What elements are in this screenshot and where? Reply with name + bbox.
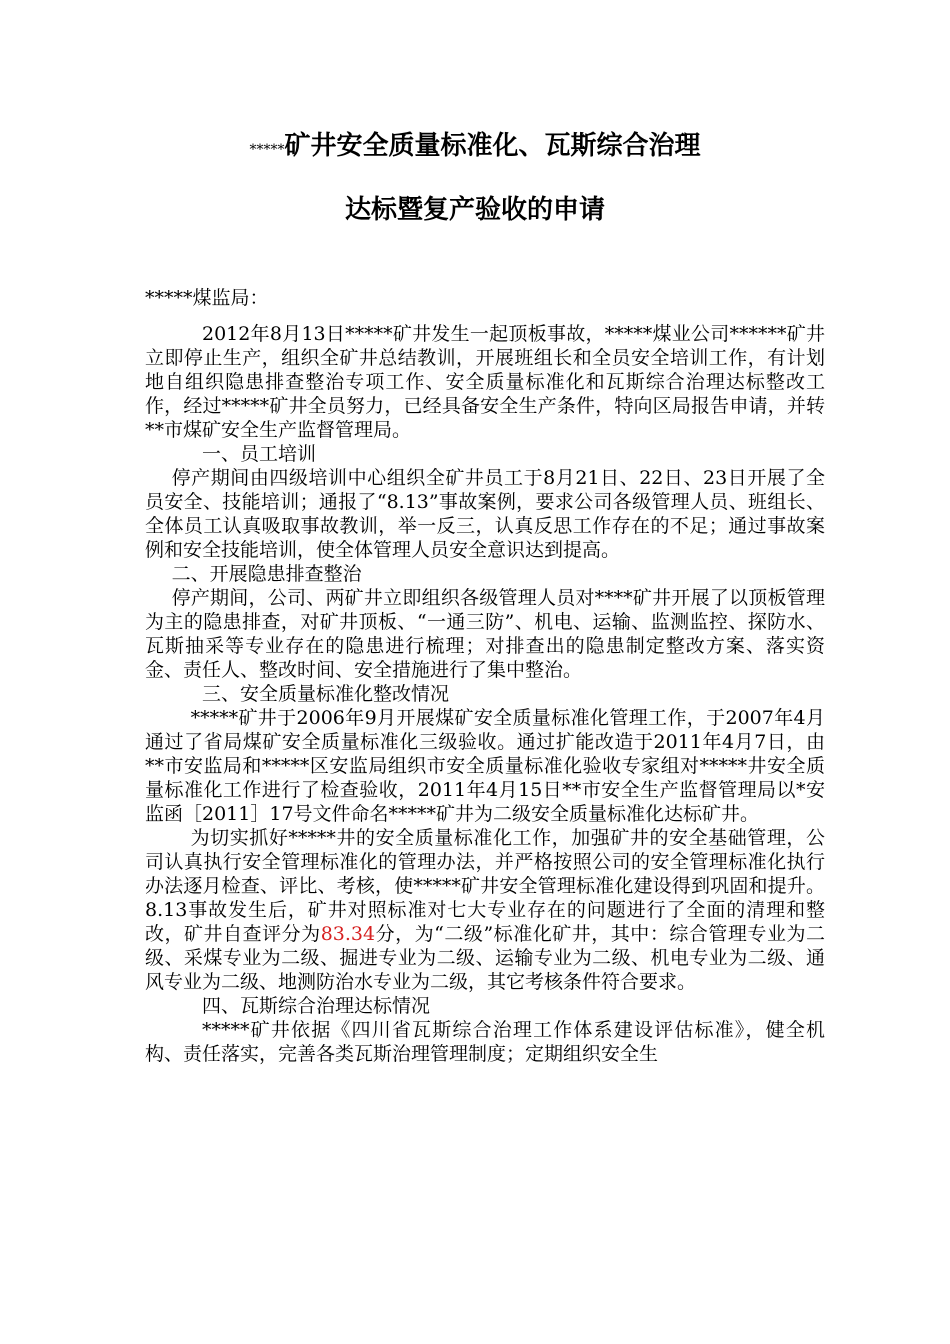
section-4-heading: 四、瓦斯综合治理达标情况 — [202, 995, 431, 1017]
title-prefix: ***** — [249, 142, 285, 158]
section-3-paragraph-2 — [145, 826, 825, 994]
section-1-heading: 一、员工培训 — [202, 443, 317, 465]
section-3-paragraph-1: *****矿井于2006年9月开展煤矿安全质量标准化管理工作，于2007年4月通过了省局煤矿安全质量标准化三级验收。通过扩能改造于2011年4月7日，由**市安监局和*****区安监局组织市安全质量标准化验收专家组对*****井安全质量标准化工作进行了检查验收，2011年4月15日**市安全生产监督管理局以*安监函［2011］17号文件命名*****矿井为二级安全质量标准化达标矿井。 — [145, 707, 825, 825]
salutation: *****煤监局： — [145, 287, 269, 309]
section-4-paragraph: *****矿井依据《四川省瓦斯综合治理工作体系建设评估标准》，健全机构、责任落实，完善各类瓦斯治理管理制度；定期组织安全生 — [145, 1019, 825, 1065]
document-title-line-1 — [0, 130, 950, 166]
document-title-line-2: 达标暨复产验收的申请 — [344, 195, 605, 225]
section-3-paragraph-2-end: 分，为“二级”标准化矿井，其中：综合管理专业为二级、采煤专业为二级、掘进专业为二级、运输专业为二级、机电专业为二级、通风专业为二级、地测防治水专业为二级，其它考核条件符合要求。 — [145, 923, 825, 993]
section-2-heading: 二、开展隐患排查整治 — [171, 563, 362, 585]
score-value: 83.34 — [320, 923, 376, 945]
document-body — [145, 322, 825, 1066]
section-3-paragraph-2-start: 为切实抓好*****井的安全质量标准化工作，加强矿井的安全基础管理，公司认真执行安全管理标准化的管理办法，并严格按照公司的安全管理标准化执行办法逐月检查、评比、考核，使*****矿井安全管理标准化建设得到巩固和提升。8.13事故发生后，矿井对照标准对七大专业存在的问题进行了全面的清理和整改，矿井自查评分为 — [145, 827, 825, 945]
section-2-paragraph: 停产期间，公司、两矿井立即组织各级管理人员对****矿井开展了以顶板管理为主的隐患排查，对矿井顶板、“一通三防”、机电、运输、监测监控、探防水、瓦斯抽采等专业存在的隐患进行梳理；对排查出的隐患制定整改方案、落实资金、责任人、整改时间、安全措施进行了集中整治。 — [145, 587, 825, 681]
section-1-paragraph: 停产期间由四级培训中心组织全矿井员工于8月21日、22日、23日开展了全员安全、技能培训；通报了“8.13”事故案例，要求公司各级管理人员、班组长、全体员工认真吸取事故教训，举一反三，认真反思工作存在的不足；通过事故案例和安全技能培训，使全体管理人员安全意识达到提高。 — [145, 467, 825, 561]
title-main: 矿井安全质量标准化、瓦斯综合治理 — [284, 131, 701, 161]
section-3-heading: 三、安全质量标准化整改情况 — [202, 683, 450, 705]
intro-paragraph: 2012年8月13日*****矿井发生一起顶板事故，*****煤业公司******矿井立即停止生产，组织全矿井总结教训，开展班组长和全员安全培训工作，有计划地自组织隐患排查整治专项工作、安全质量标准化和瓦斯综合治理达标整改工作，经过*****矿井全员努力，已经具备安全生产条件，特向区局报告申请，并转**市煤矿安全生产监督管理局。 — [145, 323, 825, 441]
